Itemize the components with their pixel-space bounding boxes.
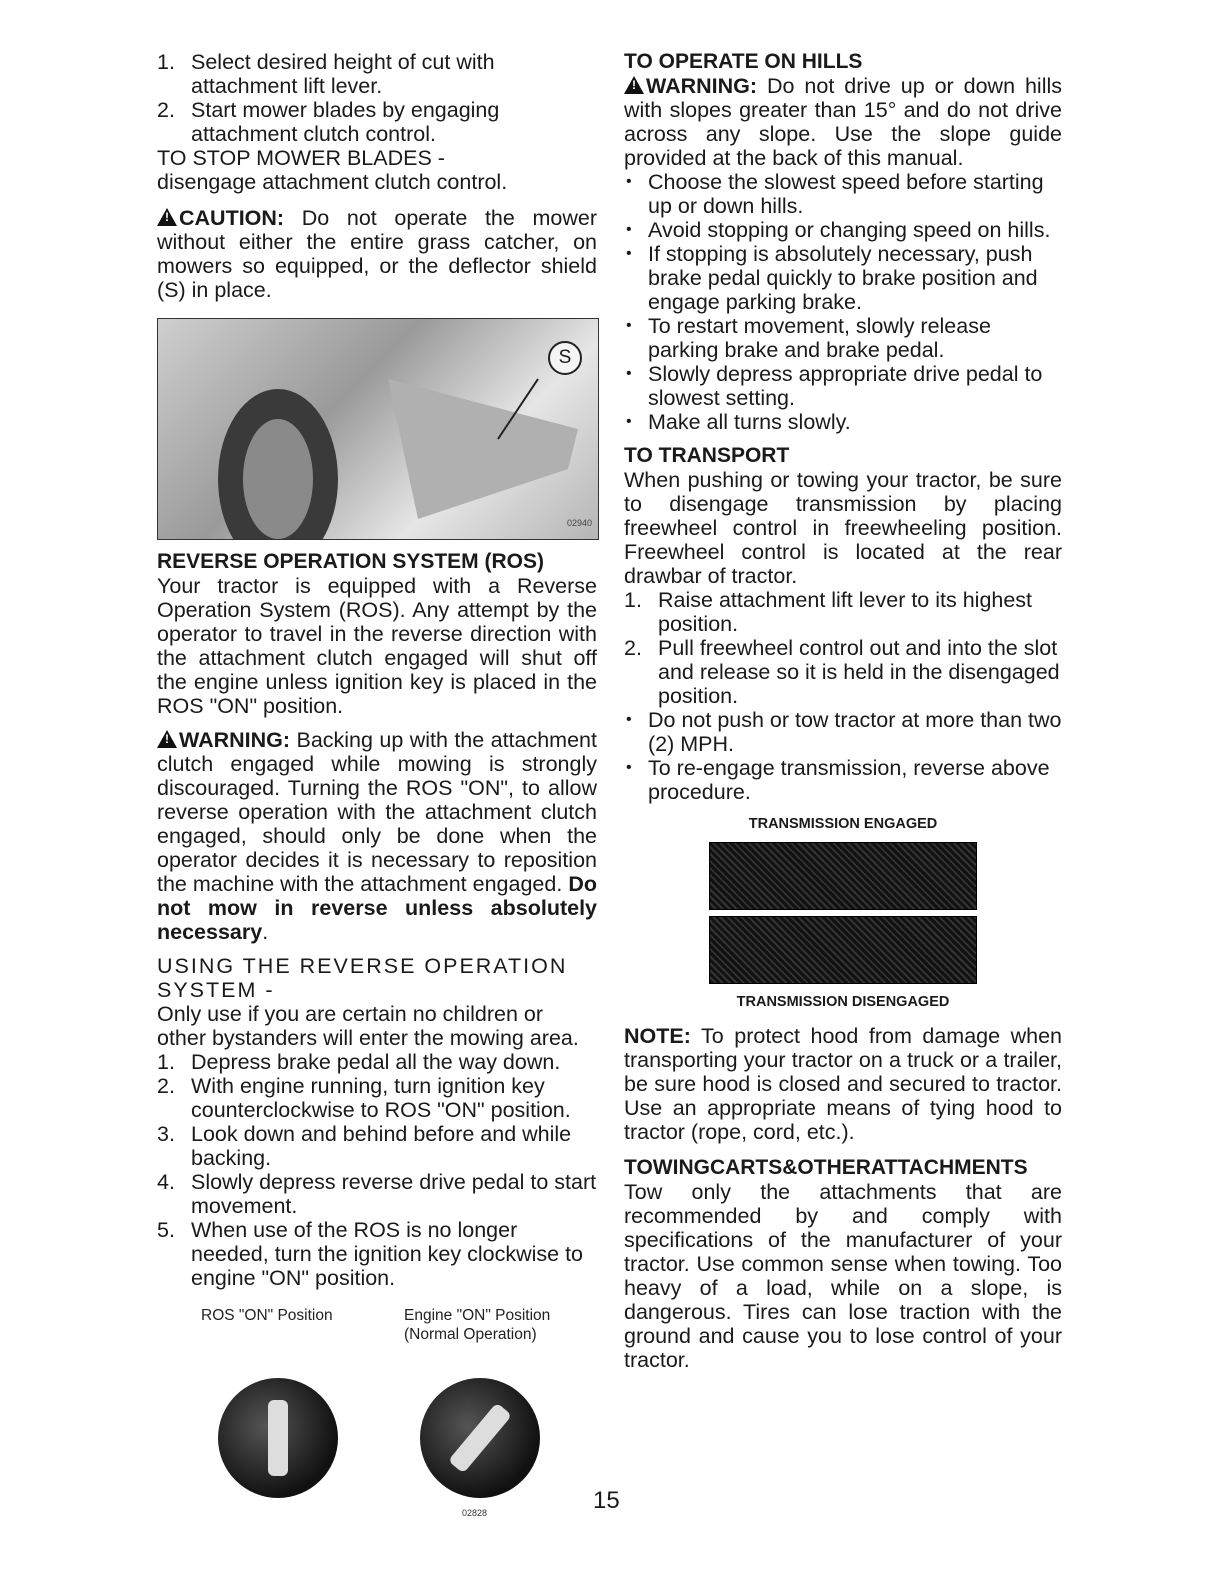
note-paragraph: NOTE: To protect hood from damage when transporting your tractor on a truck or a trailer, be sure hood is closed and secured to tractor. Use an appropriate means of tying hood to tractor (rope, cord, etc.). bbox=[624, 1024, 1062, 1144]
list-item: • Slowly depress appropriate drive pedal to slowest setting. bbox=[624, 362, 1062, 410]
right-column bbox=[624, 50, 1062, 1372]
warning-triangle-icon bbox=[157, 208, 177, 226]
warning-paragraph: !WARNING: Backing up with the attachment clutch engaged while mowing is strongly discouraged. Turning the ROS "ON", to allow reverse operation with the attachment clutch engaged, should only be done when the operator decides it is necessary to reposition the machine with the attachment engaged. Do not mow in reverse unless absolutely necessary. bbox=[157, 728, 597, 944]
list-item: 4. Slowly depress reverse drive pedal to start movement. bbox=[157, 1170, 597, 1218]
list-item: 1. Depress brake pedal all the way down. bbox=[157, 1050, 561, 1074]
stop-heading: TO STOP MOWER BLADES - bbox=[157, 146, 445, 170]
towing-text: Tow only the attachments that are recommended by and comply with specifications of the manufacturer of your tractor. Use common sense when towing. Too heavy of a load, while on a slope, is dangerous. Tires can lose traction with the ground and cause you to lose control of your tractor. bbox=[624, 1180, 1062, 1372]
hills-heading: TO OPERATE ON HILLS bbox=[624, 50, 863, 73]
transmission-disengaged-label: TRANSMISSION DISENGAGED bbox=[736, 994, 950, 1010]
knob-figure-id: 02828 bbox=[462, 1508, 488, 1518]
ros-heading: REVERSE OPERATION SYSTEM (ROS) bbox=[157, 550, 544, 573]
list-item: 2. Start mower blades by engaging attachment clutch control. bbox=[157, 98, 500, 146]
list-item: • If stopping is absolutely necessary, push brake pedal quickly to brake position and engage parking brake. bbox=[624, 242, 1062, 314]
deflector-shield-photo bbox=[157, 318, 599, 540]
warning-triangle-icon bbox=[624, 76, 644, 94]
list-item: 3. Look down and behind before and while backing. bbox=[157, 1122, 572, 1170]
transmission-diagram bbox=[709, 842, 977, 984]
list-item: • To restart movement, slowly release parking brake and brake pedal. bbox=[624, 314, 1062, 362]
warning-label: WARNING: bbox=[179, 728, 291, 752]
engaged-decal-icon bbox=[709, 842, 977, 910]
list-item: • Avoid stopping or changing speed on hills. bbox=[624, 218, 1062, 242]
stop-text: disengage attachment clutch control. bbox=[157, 170, 508, 194]
using-steps bbox=[157, 1050, 597, 1290]
mower-deck-illustration bbox=[158, 319, 598, 539]
engine-on-label: Engine "ON" Position (Normal Operation) bbox=[404, 1307, 551, 1343]
warning-emphasis: Do not mow in reverse unless absolutely necessary bbox=[157, 872, 597, 944]
figure-id: 02940 bbox=[566, 518, 592, 528]
shield-callout: S bbox=[548, 341, 582, 375]
list-item: 1. Select desired height of cut with attachment lift lever. bbox=[157, 50, 495, 98]
caution-paragraph: !CAUTION: Do not operate the mower without either the entire grass catcher, on mowers so equipped, or the deflector shield (S) in place. bbox=[157, 206, 597, 302]
transport-heading: TO TRANSPORT bbox=[624, 444, 790, 467]
list-item: 2. Pull freewheel control out and into the slot and release so it is held in the disengaged position. bbox=[624, 636, 1060, 708]
ros-on-ignition-knob-icon bbox=[218, 1378, 338, 1498]
start-steps bbox=[157, 50, 597, 146]
using-text: Only use if you are certain no children or other bystanders will enter the mowing area. bbox=[157, 1002, 579, 1050]
towing-heading: TOWINGCARTS&OTHERATTACHMENTS bbox=[624, 1156, 1028, 1179]
left-column bbox=[157, 50, 597, 1362]
ros-on-label: ROS "ON" Position bbox=[201, 1307, 333, 1324]
ros-text: Your tractor is equipped with a Reverse Operation System (ROS). Any attempt by the operator to travel in the reverse direction with the attachment clutch engaged will shut off the engine unless ignition key is placed in the ROS "ON" position. bbox=[157, 574, 597, 718]
list-item: 2. With engine running, turn ignition key counterclockwise to ROS "ON" position. bbox=[157, 1074, 571, 1122]
list-item: • Make all turns slowly. bbox=[624, 410, 1062, 434]
list-item: • Do not push or tow tractor at more than two (2) MPH. bbox=[624, 708, 1062, 756]
page-number: 15 bbox=[593, 1487, 620, 1514]
transport-text: When pushing or towing your tractor, be sure to disengage transmission by placing freewheel control in freewheeling position. Freewheel control is located at the rear drawbar of tractor. bbox=[624, 468, 1062, 588]
transport-bullets bbox=[624, 708, 1062, 804]
hills-bullets bbox=[624, 170, 1062, 434]
list-item: • To re-engage transmission, reverse above procedure. bbox=[624, 756, 1062, 804]
caution-label: CAUTION: bbox=[179, 206, 285, 230]
using-heading: USING THE REVERSE OPERATION SYSTEM - bbox=[157, 954, 568, 1002]
list-item: 5. When use of the ROS is no longer needed, turn the ignition key clockwise to engine "ON" position. bbox=[157, 1218, 584, 1290]
hills-warning: !WARNING: Do not drive up or down hills with slopes greater than 15° and do not drive across any slope. Use the slope guide provided at the back of this manual. bbox=[624, 74, 1062, 170]
warning-triangle-icon bbox=[157, 730, 177, 748]
engine-on-ignition-knob-icon bbox=[420, 1378, 540, 1498]
transport-steps bbox=[624, 588, 1062, 708]
list-item: 1. Raise attachment lift lever to its highest position. bbox=[624, 588, 1033, 636]
disengaged-decal-icon bbox=[709, 916, 977, 984]
transmission-engaged-label: TRANSMISSION ENGAGED bbox=[748, 816, 938, 832]
list-item: • Choose the slowest speed before starting up or down hills. bbox=[624, 170, 1062, 218]
knob-labels bbox=[157, 1306, 597, 1362]
